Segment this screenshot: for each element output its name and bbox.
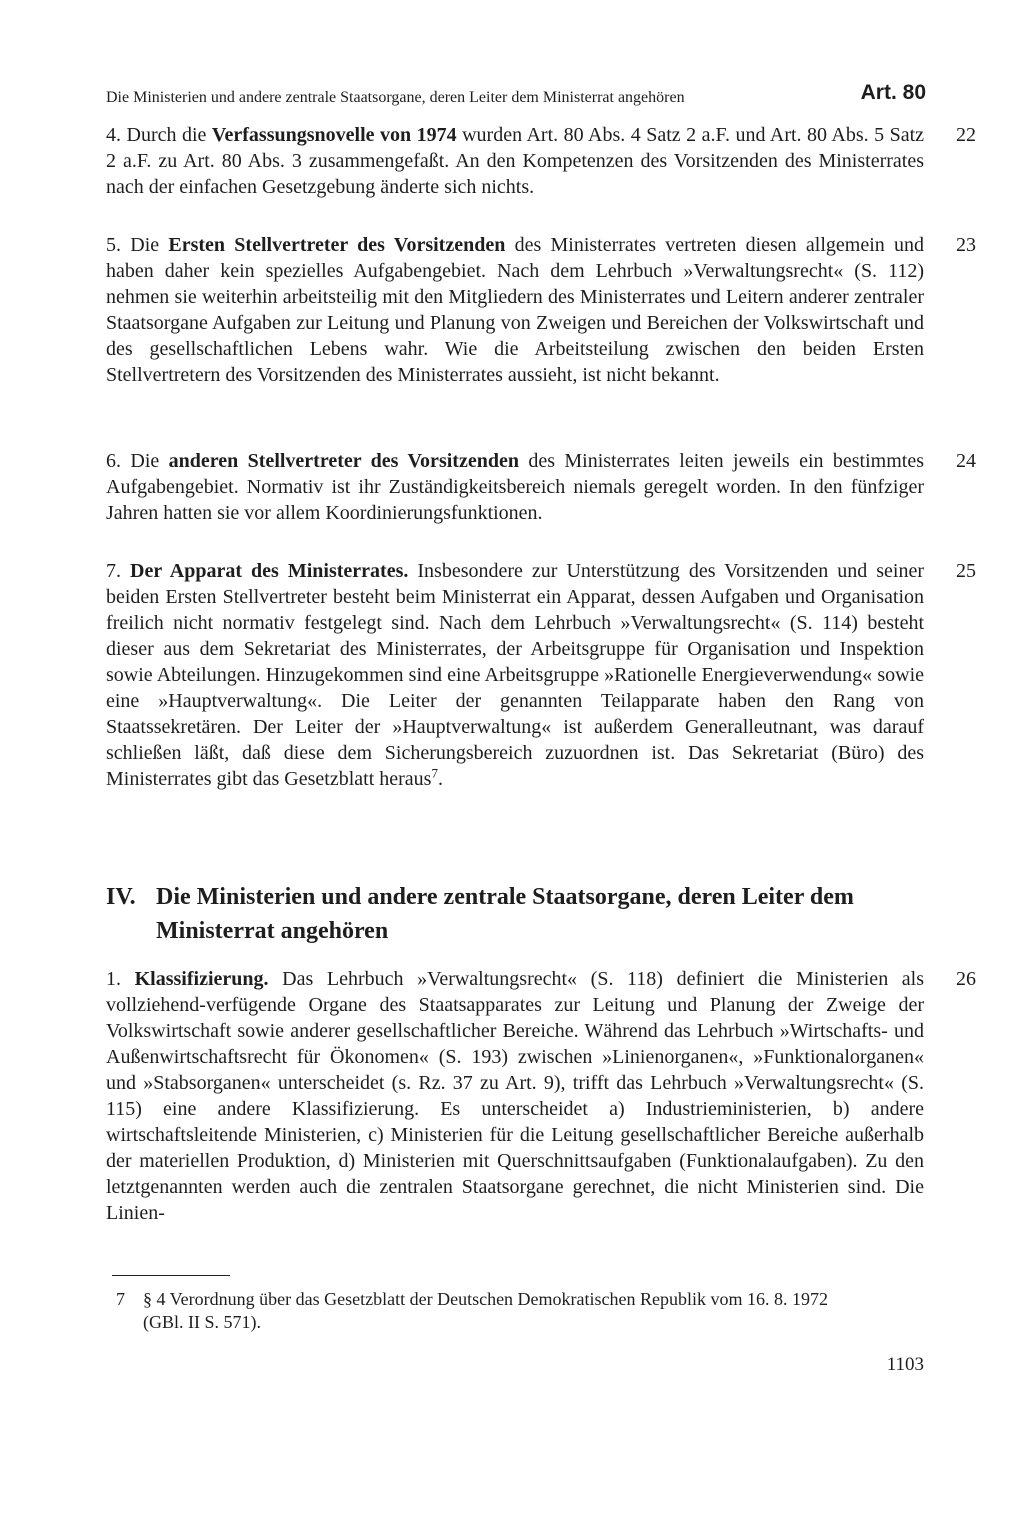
paragraph-pre: Die xyxy=(130,450,160,472)
margin-number: 23 xyxy=(956,234,976,256)
paragraph-number: 1. xyxy=(106,968,121,990)
paragraph-pre: Durch die xyxy=(126,124,207,146)
running-title: Die Ministerien und andere zentrale Staatsorgane, deren Leiter dem Ministerrat angehören xyxy=(106,89,685,106)
paragraph-tail: . xyxy=(437,768,443,790)
footnote-reference[interactable]: 7 xyxy=(431,765,438,781)
margin-number: 22 xyxy=(956,124,976,146)
paragraph-text: Das Lehrbuch »Verwaltungsrecht« (S. 118) definiert die Ministerien als vollziehend-verfügende Organe des Staatsapparates zur Leitung und Planung der Zweige der Volkswirtschaft sowie anderer gesellschaftlicher Bereiche. Während das Lehrbuch »Wirtschafts- und Außenwirtschaftsrecht für Ökonomen« (S. 193) zwischen »Linienorganen«, »Funktionalorganen« und »Stabsorganen« unterscheidet (s. Rz. 37 zu Art. 9), trifft das Lehrbuch »Verwaltungsrecht« (S. 115) eine andere Klassifizierung. Es unterscheidet a) Industrieministerien, b) andere wirtschaftsleitende Ministerien, c) Ministerien für die Leitung gesellschaftlicher Bereiche außerhalb der materiellen Produktion, d) Ministerien mit Querschnittsaufgaben (Funktionalaufgaben). Zu den letztgenannten werden auch die zentralen Staatsorgane gerechnet, die nicht Ministerien sind. Die Linien- xyxy=(106,968,925,1224)
paragraph-number: 4. xyxy=(106,124,121,146)
paragraph-keyword: Klassifizierung. xyxy=(134,968,269,990)
margin-number: 26 xyxy=(956,968,976,990)
footnote-divider xyxy=(112,1275,230,1276)
paragraph-keyword: Der Apparat des Ministerrates. xyxy=(130,560,409,582)
running-header xyxy=(106,81,926,114)
section-number: IV. xyxy=(106,884,136,910)
paragraph-5 xyxy=(106,232,924,388)
section-title-line2: Ministerrat angehören xyxy=(156,918,389,944)
paragraph-6 xyxy=(106,448,924,526)
footnote-number: 7 xyxy=(116,1289,125,1309)
margin-number: 25 xyxy=(956,560,976,582)
section-paragraph-1 xyxy=(106,966,924,1226)
paragraph-number: 7. xyxy=(106,560,121,582)
footnote-line1: § 4 Verordnung über das Gesetzblatt der Deutschen Demokratischen Republik vom 16. 8. 1972 xyxy=(143,1289,829,1309)
footnote-line2: (GBl. II S. 571). xyxy=(143,1312,261,1332)
footnote xyxy=(116,1288,936,1334)
paragraph-number: 5. xyxy=(106,234,121,256)
paragraph-text: wurden Art. 80 Abs. 4 Satz 2 a.F. und Art. 80 Abs. 5 Satz 2 a.F. zu Art. 80 Abs. 3 zusammengefaßt. An den Kompetenzen des Vorsitzenden des Ministerrates nach der einfachen Gesetzgebung änderte sich nichts. xyxy=(106,124,925,198)
section-title-line1: Die Ministerien und andere zentrale Staatsorgane, deren Leiter dem xyxy=(156,884,854,910)
page-number: 1103 xyxy=(886,1354,924,1375)
paragraph-number: 6. xyxy=(106,450,121,472)
paragraph-4 xyxy=(106,122,924,200)
paragraph-text: des Ministerrates leiten jeweils ein bestimmtes Aufgabengebiet. Normativ ist ihr Zuständigkeitsbereich niemals geregelt worden. In den fünfziger Jahren hatten sie vor allem Koordinierungsfunktionen. xyxy=(106,450,924,524)
paragraph-keyword: anderen Stellvertreter des Vorsitzenden xyxy=(168,450,519,472)
paragraph-text: Insbesondere zur Unterstützung des Vorsitzenden und seiner beiden Ersten Stellvertreter besteht beim Ministerrat ein Apparat, dessen Aufgaben und Organisation freilich nicht normativ festgelegt sind. Nach dem Lehrbuch »Verwaltungsrecht« (S. 114) besteht dieser aus dem Sekretariat des Ministerrates, der Arbeitsgruppe für Organisation und Inspektion sowie Abteilungen. Hinzugekommen sind eine Arbeitsgruppe »Rationelle Energieverwendung« sowie eine »Hauptverwaltung«. Die Leiter der genannten Teilapparate haben den Rang von Staatssekretären. Der Leiter der »Hauptverwaltung« ist außerdem Generalleutnant, was darauf schließen läßt, daß diese dem Sicherungsbereich zuzuordnen ist. Das Sekretariat (Büro) des Ministerrates gibt das Gesetzblatt heraus xyxy=(106,560,925,790)
paragraph-7 xyxy=(106,558,924,792)
paragraph-text: des Ministerrates vertreten diesen allgemein und haben daher kein spezielles Aufgabengebiet. Nach dem Lehrbuch »Verwaltungsrecht« (S. 112) nehmen sie weiterhin arbeitsteilig mit den Mitgliedern des Ministerrates und Leitern anderer zentraler Staatsorgane Aufgaben zur Leitung und Planung von Zweigen und Bereichen der Volkswirtschaft und des gesellschaftlichen Lebens wahr. Wie die Arbeitsteilung zwischen den beiden Ersten Stellvertretern des Vorsitzenden des Ministerrates aussieht, ist nicht bekannt. xyxy=(106,234,925,386)
article-label: Art. 80 xyxy=(860,81,926,104)
paragraph-keyword: Ersten Stellvertreter des Vorsitzenden xyxy=(168,234,506,256)
paragraph-pre: Die xyxy=(130,234,160,256)
paragraph-keyword: Verfassungsnovelle von 1974 xyxy=(211,124,457,146)
section-heading xyxy=(106,880,936,948)
margin-number: 24 xyxy=(956,450,976,472)
